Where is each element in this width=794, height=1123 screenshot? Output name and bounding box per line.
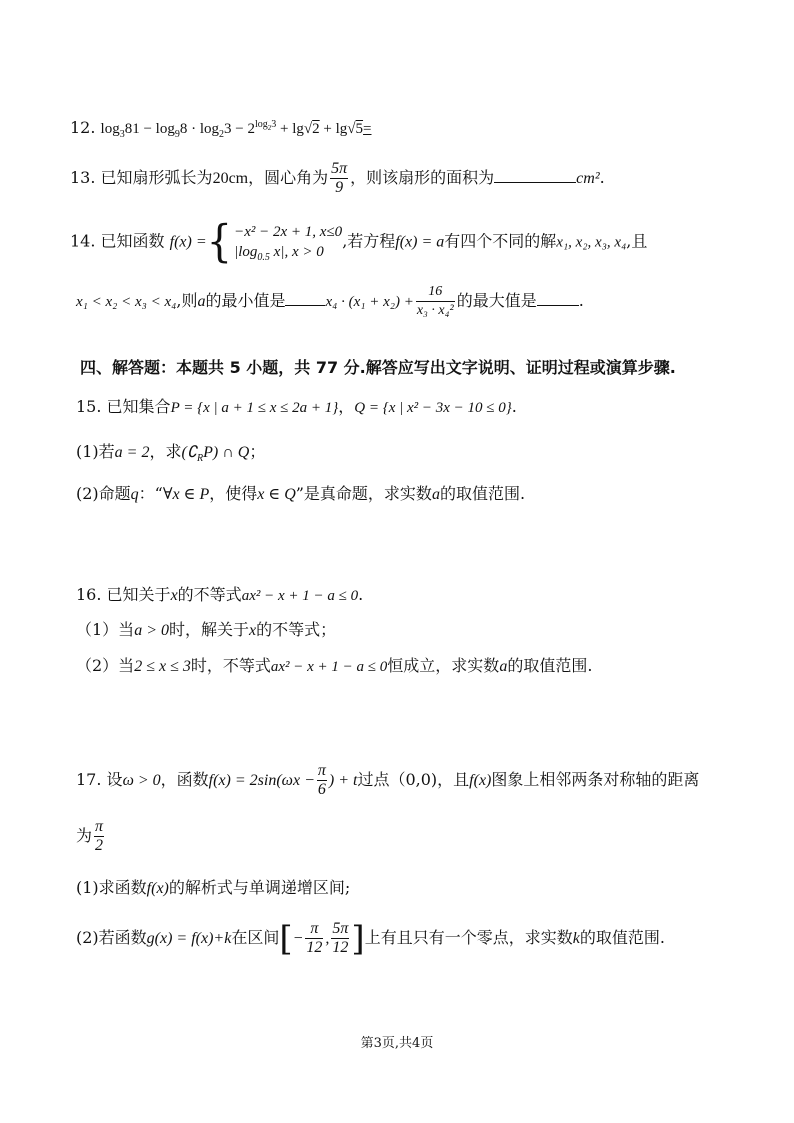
q14-line-2: x₁ < x₂ < x₃ < x₄,则a的最小值是 x₄ · (x₁ + x₂) + $\frac{16}{\text{x₃ · x₄²}}$ 的最大值是 . <box>76 284 584 318</box>
q17-interval-left: $\frac{\pi}{12}$ <box>306 920 323 956</box>
q17-distance-fraction: $\frac{\pi}{2}$ <box>95 818 104 854</box>
q14-answer-blank-1 <box>285 289 325 306</box>
q14-number: 14. <box>70 231 96 251</box>
q17-part2: (2)若函数g(x) = f(x)+k在区间[− $\frac{\pi}{12}$ , $\frac{5\pi}{12}$ ]上有且只有一个零点，求实数k的取值范围. <box>76 918 665 959</box>
piecewise-brace: { <box>206 216 233 268</box>
q13-answer-blank <box>494 166 576 183</box>
q12-expression: $\log_381 - \log_98 \cdot \log_23 - 2^{log_23} + \lg√2 + \lg√5=$ <box>100 119 372 140</box>
q17-part1: (1)求函数f(x)的解析式与单调递增区间; <box>76 878 351 897</box>
interval-right-bracket: ] <box>351 918 365 959</box>
q15-line: 15. 已知集合P = {x | a + 1 ≤ x ≤ 2a + 1}，Q = {x | x² − 3x − 10 ≤ 0}. <box>76 397 517 416</box>
section-heading: 四、解答题：本题共 5 小题，共 77 分.解答应写出文字说明、证明过程或演算步骤. <box>80 358 676 377</box>
q15-part1: (1)若a = 2，求$(∁_RP)$ ∩ Q； <box>76 442 266 465</box>
q16-number: 16. <box>76 585 102 604</box>
q17-line-1: 17. 设ω > 0，函数f(x) = 2sin(ωx − $\frac{\pi}{6}$ ) + t过点（0,0)，且f(x)图象上相邻两条对称轴的距离 <box>76 762 700 798</box>
q17-number: 17. <box>76 770 102 789</box>
q16-line: 16. 已知关于x的不等式ax² − x + 1 − a ≤ 0. <box>76 585 364 604</box>
q16-part1: （1）当a > 0时，解关于x的不等式； <box>76 620 337 639</box>
q12-number: 12. <box>70 118 96 137</box>
q13-unit: cm² <box>576 170 600 187</box>
q17-line-2: 为 $\frac{\pi}{2}$ <box>76 818 104 854</box>
q15-number: 15. <box>76 397 102 416</box>
q14-piecewise-cases: −x² − 2x + 1, x≤0 $|\log_{0.5}$ x|, x > 0 <box>234 224 343 263</box>
q12-line <box>70 118 372 139</box>
q17-func-fraction: $\frac{\pi}{6}$ <box>317 762 326 798</box>
q17-interval-right: $\frac{5\pi}{12}$ <box>332 920 349 956</box>
q14-line-1: 14. 已知函数 f(x) ={ −x² − 2x + 1, x≤0 $|\log_{0.5}$ x|, x > 0 ,若方程f(x) = a有四个不同的解x₁, x₂, x₃, x₄,且 <box>70 216 648 268</box>
q14-fraction: $\frac{16}{\text{x₃ · x₄²}}$ <box>416 284 454 318</box>
page-footer: 第3页,共4页 <box>360 1036 434 1051</box>
q16-part2: （2）当2 ≤ x ≤ 3时，不等式ax² − x + 1 − a ≤ 0恒成立，求实数a的取值范围. <box>76 656 593 675</box>
q14-answer-blank-2 <box>537 289 579 306</box>
q15-part2: (2)命题q：“∀x ∈ P，使得x ∈ Q”是真命题，求实数a的取值范围. <box>76 484 526 503</box>
q13-line: 13. 已知扇形弧长为20cm，圆心角为 $\frac{5\pi}{9}$ ，则该扇形的面积为 cm². <box>70 160 605 196</box>
interval-left-bracket: [ <box>279 918 293 959</box>
q13-number: 13. <box>70 168 96 187</box>
q13-angle-fraction: $\frac{5\pi}{9}$ <box>331 160 348 196</box>
q13-arc-length: 20cm <box>212 170 249 187</box>
